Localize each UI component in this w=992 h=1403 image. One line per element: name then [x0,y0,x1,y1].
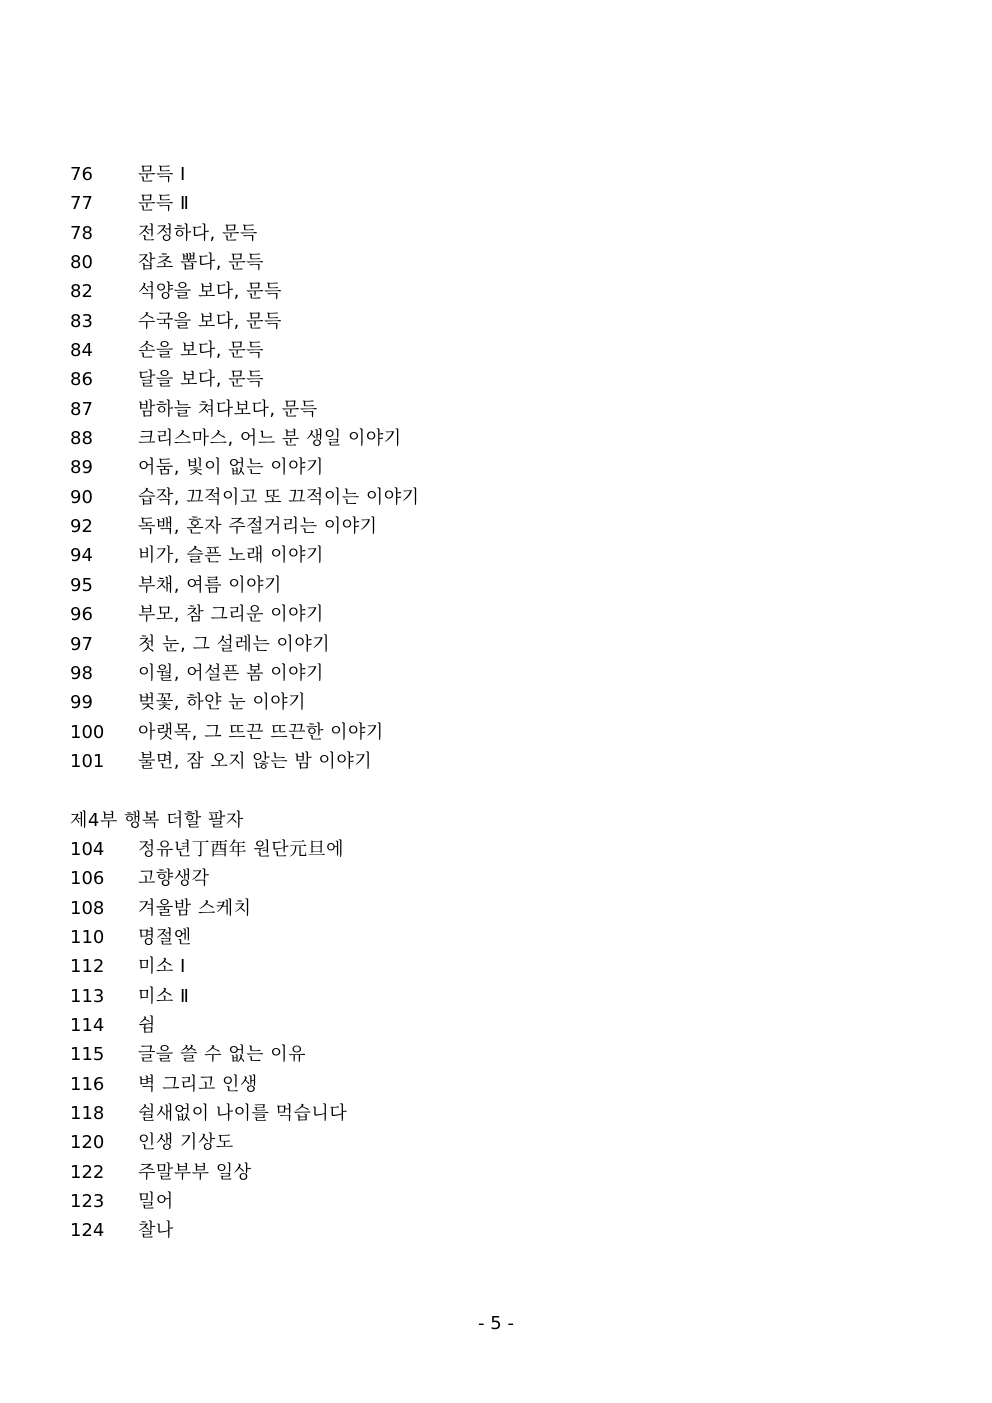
toc-entry-page-number: 122 [70,1161,105,1183]
toc-entry-page-number: 118 [70,1103,105,1124]
toc-entry-title: 밀어 [138,1191,174,1213]
toc-entry [70,365,930,394]
toc-entry [70,1040,930,1069]
toc-entry-title: 어둠, 빛이 없는 이야기 [138,457,324,479]
toc-entry-page-number: 115 [70,1044,105,1066]
toc-entry-page-number: 89 [70,457,93,479]
toc-entry [70,894,930,923]
toc-entry-title: 첫 눈, 그 설레는 이야기 [138,633,331,655]
toc-entry [70,395,930,424]
toc-entry-title: 부모, 참 그리운 이야기 [138,604,324,626]
toc-entry-page-number: 124 [70,1220,105,1242]
toc-entry-page-number: 84 [70,340,93,362]
toc-entry [70,659,930,688]
toc-entry-title: 찰나 [138,1220,174,1242]
toc-entry-page-number: 87 [70,398,93,420]
toc-entry [70,600,930,629]
toc-entry-page-number: 92 [70,516,93,538]
toc-entry-page-number: 113 [70,985,105,1007]
toc-entry [70,835,930,864]
toc-entry-title: 벽 그리고 인생 [138,1073,258,1095]
toc-entry [70,424,930,453]
toc-entry-page-number: 114 [70,1014,105,1036]
toc-entry [70,630,930,659]
toc-entry-title: 비가, 슬픈 노래 이야기 [138,545,324,567]
toc-entry-page-number: 86 [70,369,93,391]
toc-entry-title: 문득 Ⅰ [138,164,186,185]
toc-entry-title: 미소 Ⅱ [138,985,190,1007]
toc-entry [70,952,930,981]
toc-entry-page-number: 120 [70,1132,105,1154]
toc-entry-page-number: 98 [70,662,93,684]
toc-entry [70,1216,930,1245]
toc-entry-page-number: 80 [70,252,93,274]
toc-entry [70,160,930,189]
toc-entry-page-number: 99 [70,692,93,714]
toc-entry-title: 글을 쓸 수 없는 이유 [138,1044,306,1066]
toc-entry-page-number: 112 [70,956,105,978]
toc-part-4-list [70,835,930,1246]
toc-entry [70,1158,930,1187]
toc-entry [70,688,930,717]
toc-entry [70,864,930,893]
toc-entry [70,1099,930,1128]
toc-entry [70,248,930,277]
toc-entry-page-number: 77 [70,193,93,215]
toc-entry-title: 미소 Ⅰ [138,956,186,978]
toc-entry-title: 이월, 어설픈 봄 이야기 [138,662,324,684]
toc-entry-title: 독백, 혼자 주절거리는 이야기 [138,516,378,538]
toc-entry-title: 부채, 여름 이야기 [138,574,282,596]
toc-entry-page-number: 110 [70,926,105,948]
toc-entry [70,483,930,512]
toc-entry-title: 석양을 보다, 문득 [138,281,282,303]
toc-entry-title: 겨울밤 스케치 [138,897,252,919]
toc-entry-page-number: 97 [70,633,93,655]
toc-entry-title: 쉼 [138,1014,156,1036]
toc-entry-title: 전정하다, 문득 [138,222,258,244]
page-number: - 5 - [478,1313,514,1334]
toc-entry-title: 밤하늘 쳐다보다, 문득 [138,398,318,420]
toc-entry-page-number: 88 [70,428,93,450]
toc-entry-title: 쉴새없이 나이를 먹습니다 [138,1103,348,1124]
toc-entry-title: 정유년丁酉年 원단元旦에 [138,838,345,860]
toc-entry-page-number: 83 [70,310,93,332]
toc-entry [70,1187,930,1216]
toc-entry-page-number: 76 [70,164,93,185]
toc-entry-page-number: 100 [70,721,105,743]
toc-entry-page-number: 123 [70,1191,105,1213]
toc-entry-title: 인생 기상도 [138,1132,234,1154]
toc-entry [70,219,930,248]
toc-entry [70,307,930,336]
toc-entry-title: 습작, 끄적이고 또 끄적이는 이야기 [138,486,420,508]
toc-entry-title: 주말부부 일상 [138,1161,252,1183]
toc-entry-page-number: 90 [70,486,93,508]
toc-entry-page-number: 106 [70,868,105,890]
toc-entry-page-number: 116 [70,1073,105,1095]
toc-entry-title: 크리스마스, 어느 분 생일 이야기 [138,428,402,450]
toc-entry-title: 불면, 잠 오지 않는 밤 이야기 [138,750,373,772]
section-spacer [70,776,930,805]
toc-entry [70,512,930,541]
toc-entry-page-number: 108 [70,897,105,919]
toc-entry-page-number: 95 [70,574,93,596]
toc-entry-title: 아랫목, 그 뜨끈 뜨끈한 이야기 [138,721,384,743]
toc-entry [70,923,930,952]
toc-entry-title: 달을 보다, 문득 [138,369,264,391]
toc-entry [70,1011,930,1040]
toc-entry-title: 수국을 보다, 문득 [138,310,282,332]
toc-entry [70,541,930,570]
toc-entry-page-number: 96 [70,604,93,626]
toc-entry-page-number: 82 [70,281,93,303]
toc-entry [70,453,930,482]
toc-entry-title: 벚꽃, 하얀 눈 이야기 [138,692,306,714]
toc-entry-page-number: 94 [70,545,93,567]
toc-entry-title: 잡초 뽑다, 문득 [138,252,264,274]
toc-entry [70,1070,930,1099]
section-title-part-4: 제4부 행복 더할 팔자 [70,809,244,831]
toc-entry [70,747,930,776]
toc-entry-page-number: 104 [70,838,105,860]
toc-entry [70,189,930,218]
toc-entry-page-number: 78 [70,222,93,244]
toc-entry-title: 고향생각 [138,868,210,890]
toc-entry [70,718,930,747]
table-of-contents [70,160,930,1246]
toc-entry [70,1128,930,1157]
toc-entry [70,336,930,365]
toc-entry-title: 명절엔 [138,926,192,948]
toc-entry [70,982,930,1011]
toc-entry [70,571,930,600]
toc-entry [70,277,930,306]
toc-part-3-list [70,160,930,776]
toc-entry-title: 문득 Ⅱ [138,193,190,215]
toc-entry-page-number: 101 [70,750,105,772]
toc-entry-title: 손을 보다, 문득 [138,340,264,362]
